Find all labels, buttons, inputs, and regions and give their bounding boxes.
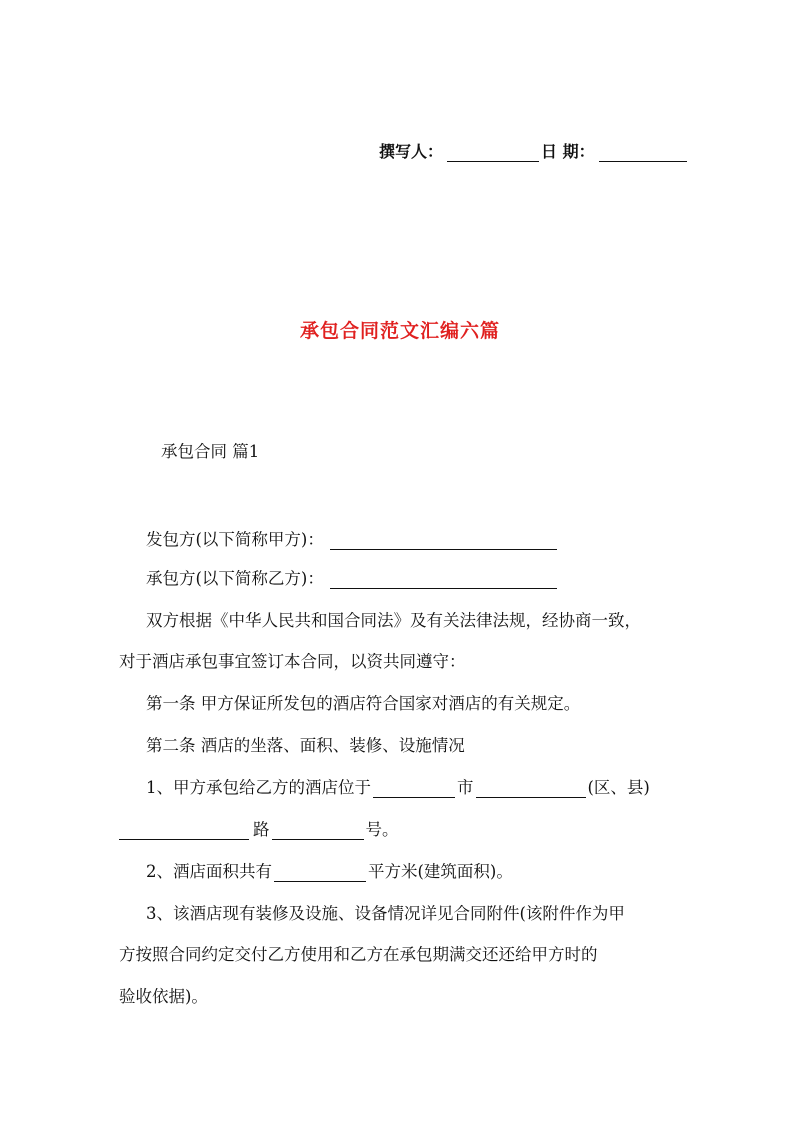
document-title: 承包合同范文汇编六篇 — [299, 320, 500, 342]
party-a-label: 发包方(以下简称甲方)： — [146, 530, 324, 549]
house-number-blank — [272, 823, 364, 840]
item-1-prefix: 1、甲方承包给乙方的酒店位于 — [146, 778, 371, 797]
item-1-road: 路 — [253, 820, 270, 839]
item-2-suffix: 平方米(建筑面积)。 — [368, 862, 513, 881]
district-blank — [476, 781, 586, 798]
article-2: 第二条 酒店的坐落、面积、装修、设施情况 — [146, 736, 465, 755]
section-heading: 承包合同 篇1 — [161, 442, 260, 461]
article-1: 第一条 甲方保证所发包的酒店符合国家对酒店的有关规定。 — [146, 694, 581, 713]
date-label: 日 期： — [541, 142, 595, 161]
date-blank — [599, 145, 687, 162]
party-b-label: 承包方(以下简称乙方)： — [146, 569, 324, 588]
city-blank — [373, 781, 455, 798]
item-3-line-2: 方按照合同约定交付乙方使用和乙方在承包期满交还还给甲方时的 — [119, 945, 598, 964]
item-1-number: 号。 — [365, 820, 399, 839]
intro-line-1: 双方根据《中华人民共和国合同法》及有关法律法规，经协商一致， — [146, 611, 641, 630]
item-3-line-1: 3、该酒店现有装修及设施、设备情况详见合同附件(该附件作为甲 — [146, 904, 625, 923]
author-blank — [447, 145, 539, 162]
party-b-blank — [330, 572, 557, 589]
item-2-prefix: 2、酒店面积共有 — [146, 862, 272, 881]
party-b-line — [146, 569, 557, 589]
item-1-line-1 — [146, 778, 650, 798]
area-blank — [274, 865, 366, 882]
item-3-line-3: 验收依据)。 — [119, 987, 208, 1006]
road-name-blank — [119, 823, 249, 840]
item-1-line-2 — [119, 820, 399, 840]
party-a-blank — [330, 533, 557, 550]
author-date-line — [379, 139, 687, 162]
author-label: 撰写人： — [379, 142, 444, 161]
party-a-line — [146, 530, 557, 550]
item-2-line — [146, 862, 513, 882]
item-1-district: (区、县) — [587, 778, 650, 797]
intro-line-2: 对于酒店承包事宜签订本合同，以资共同遵守： — [119, 652, 466, 671]
item-1-city: 市 — [457, 778, 474, 797]
